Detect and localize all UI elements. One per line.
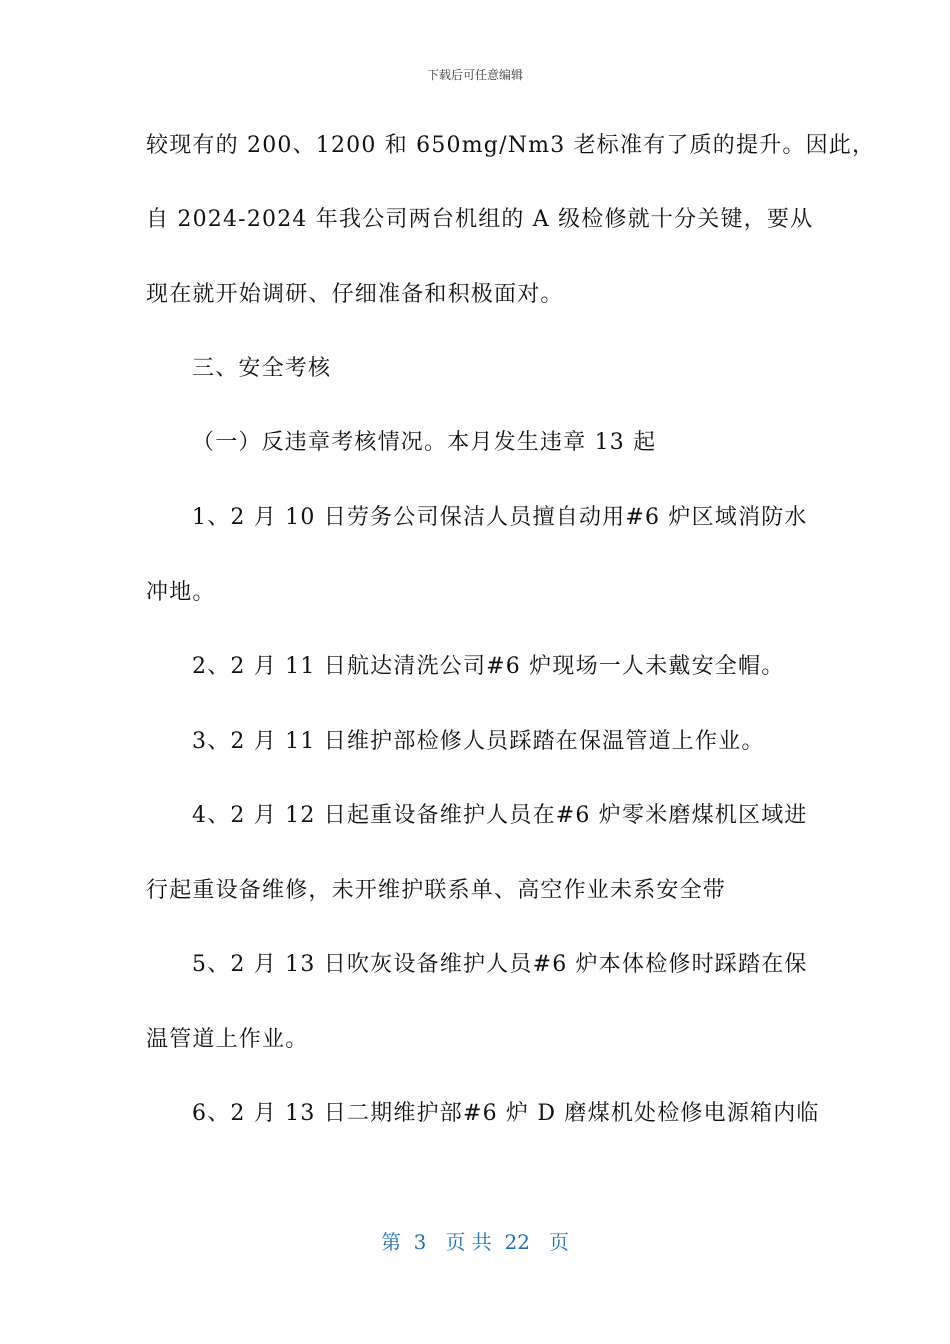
paragraph-line: 行起重设备维修，未开维护联系单、高空作业未系安全带 — [146, 878, 727, 903]
paragraph-line: 较现有的 200、1200 和 650mg/Nm3 老标准有了质的提升。因此， — [146, 133, 876, 158]
page-header: 下载后可任意编辑 — [426, 68, 523, 82]
paragraph-line: 现在就开始调研、仔细准备和积极面对。 — [146, 282, 564, 307]
subsection-heading: （一）反违章考核情况。本月发生违章 13 起 — [192, 430, 657, 455]
section-heading: 三、安全考核 — [192, 356, 332, 381]
paragraph-line: 自 2024-2024 年我公司两台机组的 A 级检修就十分关键，要从 — [146, 207, 814, 232]
paragraph-line: 温管道上作业。 — [146, 1027, 309, 1052]
list-item: 2、2 月 11 日航达清洗公司#6 炉现场一人未戴安全帽。 — [192, 654, 785, 679]
list-item: 1、2 月 10 日劳务公司保洁人员擅自动用#6 炉区域消防水 — [192, 505, 808, 530]
list-item: 4、2 月 12 日起重设备维护人员在#6 炉零米磨煤机区域进 — [192, 803, 808, 828]
list-item: 3、2 月 11 日维护部检修人员踩踏在保温管道上作业。 — [192, 729, 765, 754]
list-item: 5、2 月 13 日吹灰设备维护人员#6 炉本体检修时踩踏在保 — [192, 952, 808, 977]
list-item: 6、2 月 13 日二期维护部#6 炉 D 磨煤机处检修电源箱内临 — [192, 1101, 820, 1126]
paragraph-line: 冲地。 — [146, 580, 216, 605]
page-number-footer: 第 3 页 共 22 页 — [380, 1230, 570, 1254]
